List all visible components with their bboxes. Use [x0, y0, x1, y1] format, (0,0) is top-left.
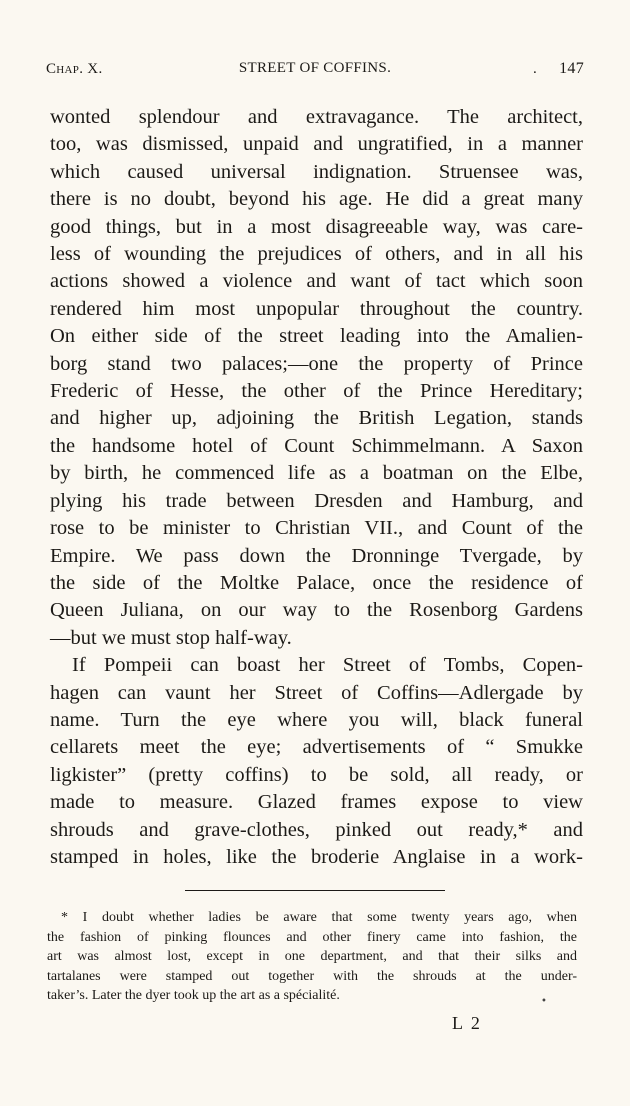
body-line: the handsome hotel of Count Schimmelmann. A Saxon: [50, 434, 583, 457]
footnote-line: taker’s. Later the dyer took up the art as a spécialité.: [47, 988, 340, 1004]
body-line: less of wounding the prejudices of others, and in all his: [50, 243, 583, 266]
body-line: —but we must stop half-way.: [50, 626, 292, 649]
header-dot: .: [533, 61, 538, 77]
body-line: there is no doubt, beyond his age. He did a great many: [50, 188, 583, 211]
body-line: hagen can vaunt her Street of Coffins—Adlergade by: [50, 681, 583, 704]
body-line: actions showed a violence and want of tact which soon: [50, 270, 583, 293]
body-line: On either side of the street leading into the Amalien-: [50, 325, 583, 348]
running-head: [46, 60, 584, 78]
body-line: Frederic of Hesse, the other of the Prince Hereditary;: [50, 380, 583, 403]
body-line: which caused universal indignation. Struensee was,: [50, 160, 583, 183]
footnote: [47, 908, 577, 1006]
body-line: name. Turn the eye where you will, black funeral: [50, 708, 583, 731]
body-line: borg stand two palaces;—one the property of Prince: [50, 352, 583, 375]
body-line: rose to be minister to Christian VII., and Count of the: [50, 517, 583, 540]
footnote-line: * I doubt whether ladies be aware that some twenty years ago, when: [61, 910, 577, 925]
running-title: STREET OF COFFINS.: [238, 60, 392, 76]
body-line: Queen Juliana, on our way to the Rosenborg Gardens: [50, 599, 583, 622]
body-line: wonted splendour and extravagance. The architect,: [50, 106, 583, 128]
body-line: shrouds and grave-clothes, pinked out ready,* and: [50, 818, 583, 841]
chapter-label: Chap. X.: [46, 61, 103, 77]
body-line: by birth, he commenced life as a boatman on the Elbe,: [50, 462, 583, 485]
body-line: stamped in holes, like the broderie Anglaise in a work-: [50, 845, 583, 868]
body-line: made to measure. Glazed frames expose to view: [50, 791, 583, 814]
page-number: 147: [559, 60, 584, 77]
signature-mark: L 2: [452, 1013, 482, 1033]
body-line: too, was dismissed, unpaid and ungratified, in a manner: [50, 133, 583, 156]
body-line: and higher up, adjoining the British Legation, stands: [50, 407, 583, 430]
footnote-divider: [185, 890, 445, 891]
body-line: If Pompeii can boast her Street of Tombs, Copen-: [72, 654, 583, 677]
body-text: [50, 104, 583, 871]
footnote-line: art was almost lost, except in one department, and that their silks and: [47, 949, 577, 965]
body-line: cellarets meet the eye; advertisements of “ Smukke: [50, 736, 583, 759]
footnote-line: the fashion of pinking flounces and other finery came into fashion, the: [47, 929, 577, 945]
body-line: Empire. We pass down the Dronninge Tvergade, by: [50, 544, 583, 567]
body-line: good things, but in a most disagreeable way, was care-: [50, 215, 583, 238]
footnote-line: tartalanes were stamped out together with the shrouds at the under-: [47, 968, 577, 984]
body-line: rendered him most unpopular throughout the country.: [50, 297, 583, 320]
body-line: plying his trade between Dresden and Hamburg, and: [50, 489, 583, 512]
stray-mark: •: [541, 996, 547, 1007]
body-line: ligkister” (pretty coffins) to be sold, all ready, or: [50, 763, 583, 786]
body-line: the side of the Moltke Palace, once the residence of: [50, 571, 583, 594]
